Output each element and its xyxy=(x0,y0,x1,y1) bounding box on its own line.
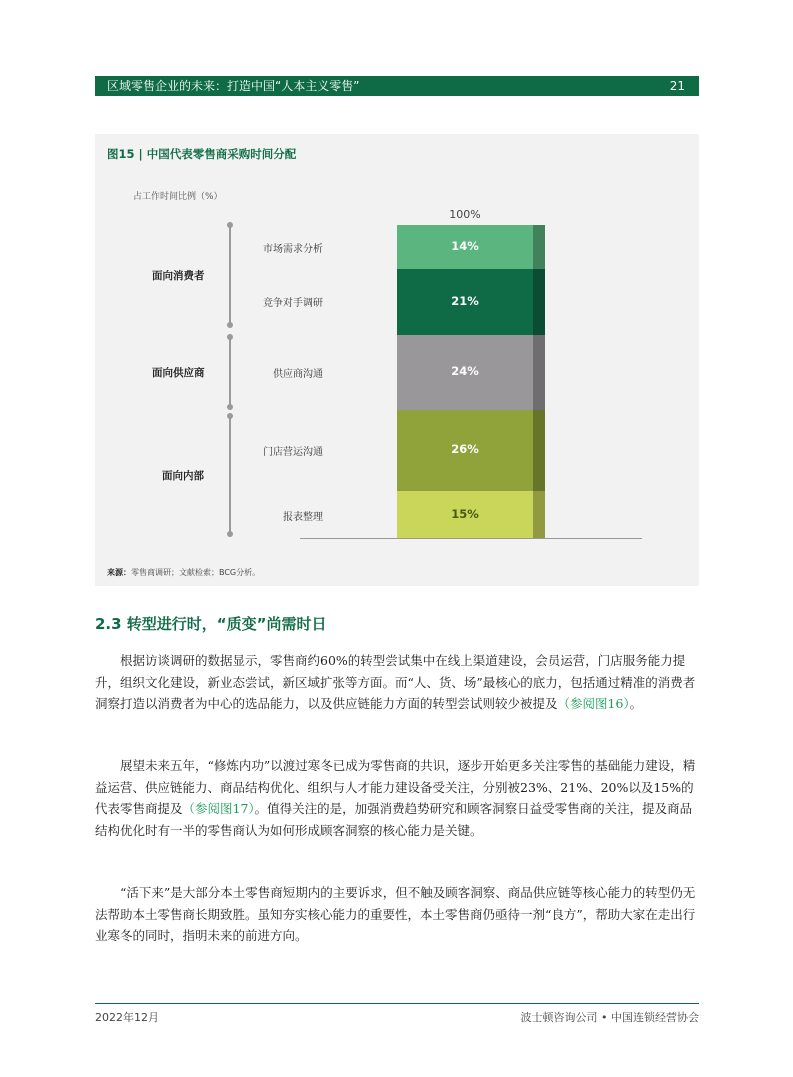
bar-shade-store xyxy=(533,410,545,491)
bracket-dot xyxy=(227,404,233,410)
figure-title: 图15 | 中国代表零售商采购时间分配 xyxy=(107,147,297,161)
segment-value-supplier: 24% xyxy=(451,364,479,379)
group-label-supplier: 面向供应商 xyxy=(152,367,205,379)
paragraph-2-text-a: 展望未来五年，“修炼内功”以渡过寒冬已成为零售商的共识，逐步开始更多关注零售的基础能力建设，精益运营、供应链能力、商品结构优化、组织与人才能力建设备受关注，分别被23%、21%、20%以及15%的代表零售商提及 xyxy=(95,758,696,816)
footer-date: 2022年12月 xyxy=(95,1011,159,1024)
section-heading: 2.3 转型进行时，“质变”尚需时日 xyxy=(95,615,327,633)
header-bar xyxy=(95,76,699,96)
figure-16-link[interactable]: （参阅图16） xyxy=(557,696,630,711)
bracket-dot xyxy=(227,531,233,537)
source-text: 零售商调研；文献检索；BCG分析。 xyxy=(131,568,261,577)
figure-15 xyxy=(95,134,699,586)
footer-divider xyxy=(95,1003,699,1004)
group-label-internal: 面向内部 xyxy=(162,470,204,482)
chart-baseline xyxy=(300,538,642,539)
figure-17-link[interactable]: （参阅图17） xyxy=(182,801,255,816)
paragraph-2 xyxy=(95,755,699,841)
page-number: 21 xyxy=(669,79,685,93)
bar-shade-competitor xyxy=(533,269,545,335)
paragraph-3: “活下来”是大部分本土零售商短期内的主要诉求，但不触及顾客洞察、商品供应链等核心能力的转型仍无法帮助本土零售商长期致胜。虽知夯实核心能力的重要性，本土零售商仍亟待一剂“良方”，帮助大家在走出行业寒冬的同时，指明未来的前进方向。 xyxy=(95,885,696,943)
figure-y-label: 占工作时间比例（%） xyxy=(133,192,223,202)
row-label-supplier: 供应商沟通 xyxy=(273,369,323,380)
row-label-market: 市场需求分析 xyxy=(263,244,323,255)
bracket-dot xyxy=(227,322,233,328)
total-label: 100% xyxy=(449,208,481,221)
paragraph-1 xyxy=(95,650,699,715)
segment-value-competitor: 21% xyxy=(451,293,479,308)
bar-shade-market xyxy=(533,225,545,269)
paragraph-2-text-b: 。值得关注的是，加强消费趋势研究和顾客洞察日益受零售商的关注，提及商品结构优化时有一半的零售商认为如何形成顾客洞察的核心能力是关键。 xyxy=(95,801,693,838)
bar-shade-report xyxy=(533,491,545,538)
paragraph-1-end: 。 xyxy=(629,696,643,711)
segment-value-store: 26% xyxy=(451,442,479,457)
segment-value-market: 14% xyxy=(451,238,479,253)
segment-value-report: 15% xyxy=(451,506,479,521)
group-label-consumer: 面向消费者 xyxy=(152,270,205,282)
header-title: 区域零售企业的未来：打造中国“人本主义零售” xyxy=(107,79,360,93)
figure-source xyxy=(107,567,260,578)
row-label-report: 报表整理 xyxy=(283,512,323,523)
source-label: 来源： xyxy=(107,568,131,577)
footer-org: 波士顿咨询公司 • 中国连锁经营协会 xyxy=(520,1011,699,1024)
row-label-store: 门店营运沟通 xyxy=(263,447,323,458)
row-label-competitor: 竞争对手调研 xyxy=(263,298,323,309)
paragraph-1-text: 根据访谈调研的数据显示，零售商约60%的转型尝试集中在线上渠道建设，会员运营，门店服务能力提升，组织文化建设，新业态尝试，新区域扩张等方面。而“人、货、场”最核心的底力，包括通过精准的消费者洞察打造以消费者为中心的选品能力，以及供应链能力方面的转型尝试则较少被提及 xyxy=(95,653,696,711)
bar-shade-supplier xyxy=(533,335,545,410)
